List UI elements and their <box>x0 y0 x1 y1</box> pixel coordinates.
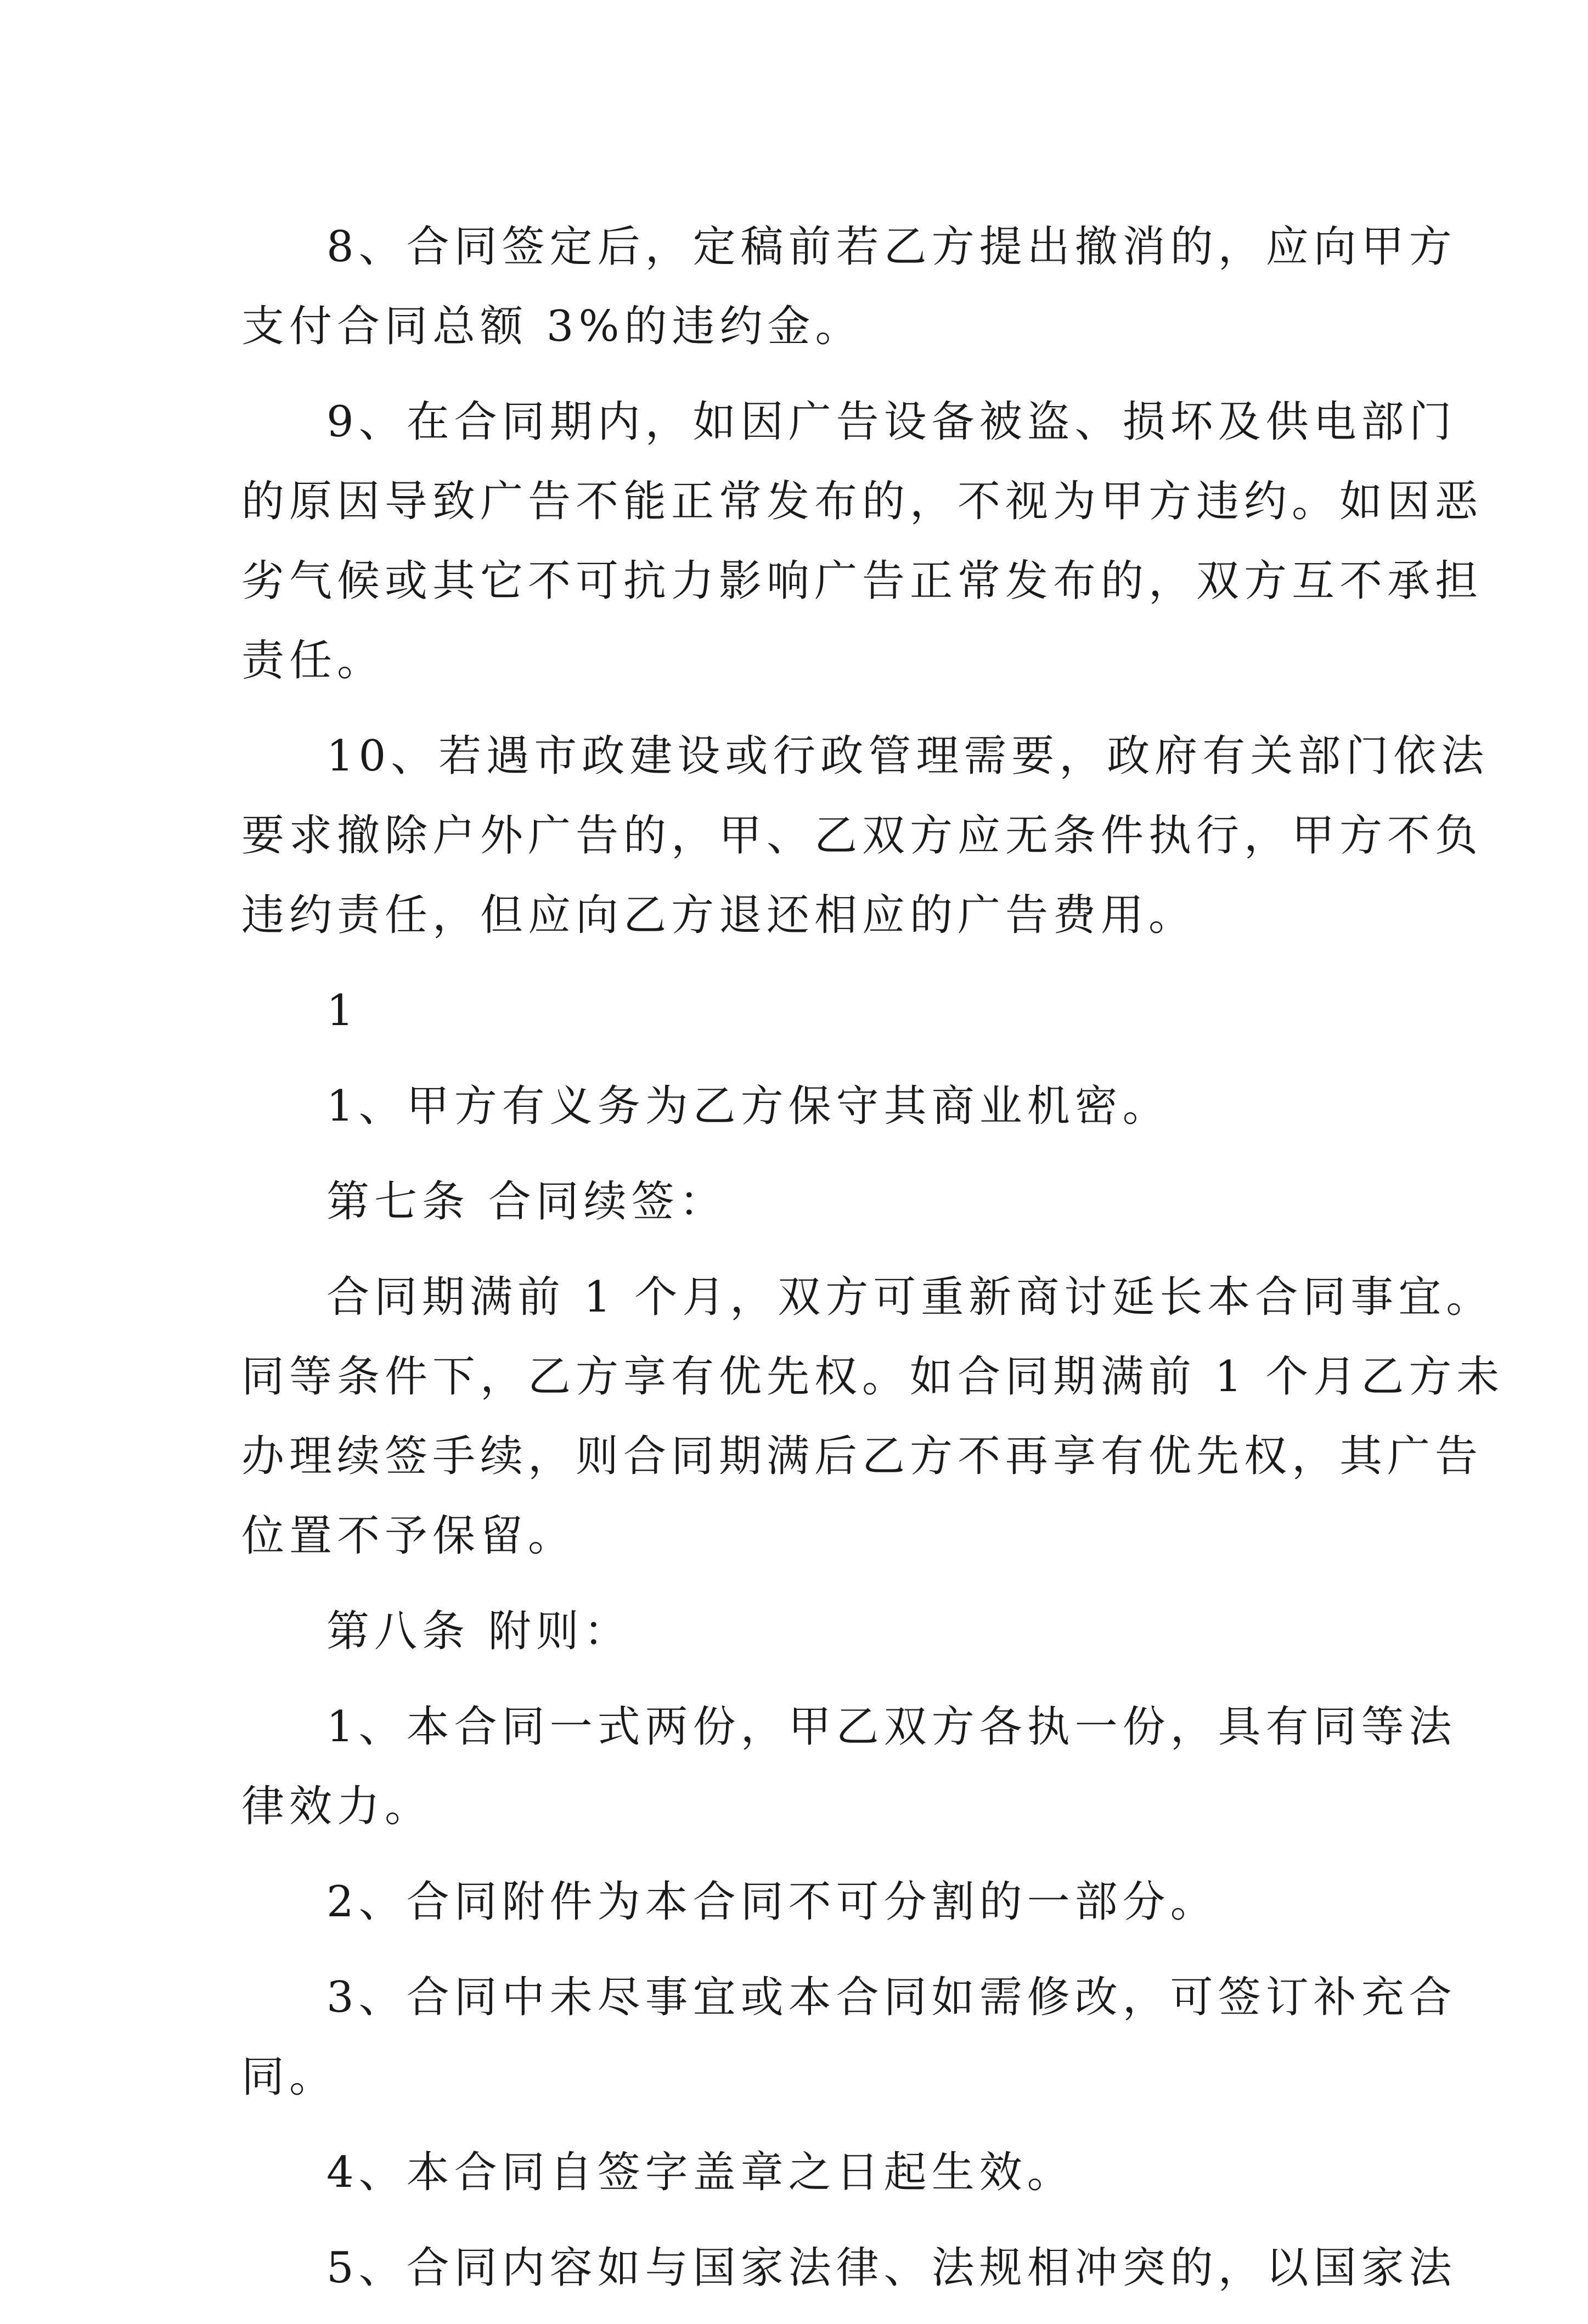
text-line: 责任。 <box>241 636 385 685</box>
paragraph-number-1 <box>241 971 1344 1051</box>
text-line: 合同期满前 1 个月，双方可重新商讨延长本合同事宜。 <box>326 1273 1494 1322</box>
paragraph-clause-8 <box>241 207 1457 367</box>
paragraph-article-7-body <box>241 1258 1505 1576</box>
text-line: 10、若遇市政建设或行政管理需要，政府有关部门依法 <box>326 731 1489 781</box>
text-line: 劣气候或其它不可抗力影响广告正常发布的，双方互不承担 <box>241 556 1483 606</box>
text-line: 同。 <box>241 2052 337 2102</box>
paragraph-article-8-heading <box>241 1592 1344 1672</box>
text-line: 位置不予保留。 <box>241 1511 576 1561</box>
text-line: 3、合同中未尽事宜或本合同如需修改，可签订补充合 <box>326 1973 1457 2022</box>
text-line: 1、甲方有义务为乙方保守其商业机密。 <box>326 1082 1170 1131</box>
document-body <box>241 207 1505 2324</box>
paragraph-rule-4 <box>241 2133 1344 2213</box>
paragraph-clause-10 <box>241 717 1489 955</box>
text-line: 办理续签手续，则合同期满后乙方不再享有优先权，其广告 <box>241 1432 1483 1481</box>
paragraph-clause-9 <box>241 382 1483 701</box>
paragraph-article-7-heading <box>241 1162 1344 1242</box>
text-line: 同等条件下，乙方享有优先权。如合同期满前 1 个月乙方未 <box>241 1352 1505 1402</box>
text-line: 第七条 合同续签： <box>326 1177 727 1226</box>
text-line: 4、本合同自签字盖章之日起生效。 <box>326 2148 1075 2197</box>
text-line: 2、合同附件为本合同不可分割的一部分。 <box>326 1877 1218 1927</box>
text-line: 1 <box>326 986 359 1036</box>
paragraph-secrecy-1 <box>241 1067 1344 1146</box>
text-line: 违约责任，但应向乙方退还相应的广告费用。 <box>241 891 1197 940</box>
text-line: 1、本合同一式两份，甲乙双方各执一份，具有同等法 <box>326 1702 1457 1752</box>
text-line: 第八条 附则： <box>326 1607 632 1656</box>
text-line: 5、合同内容如与国家法律、法规相冲突的，以国家法 <box>326 2243 1457 2293</box>
paragraph-rule-5 <box>241 2229 1457 2308</box>
paragraph-rule-3 <box>241 1958 1457 2117</box>
text-line: 9、在合同期内，如因广告设备被盗、损坏及供电部门 <box>326 397 1457 447</box>
paragraph-rule-2 <box>241 1862 1344 1942</box>
paragraph-rule-1 <box>241 1687 1457 1847</box>
text-line: 要求撤除户外广告的，甲、乙双方应无条件执行，甲方不负 <box>241 811 1483 860</box>
text-line: 的原因导致广告不能正常发布的，不视为甲方违约。如因恶 <box>241 477 1483 526</box>
text-line: 8、合同签定后，定稿前若乙方提出撤消的，应向甲方 <box>326 222 1457 272</box>
text-line: 支付合同总额 3%的违约金。 <box>241 302 863 351</box>
text-line: 律效力。 <box>241 1782 433 1831</box>
